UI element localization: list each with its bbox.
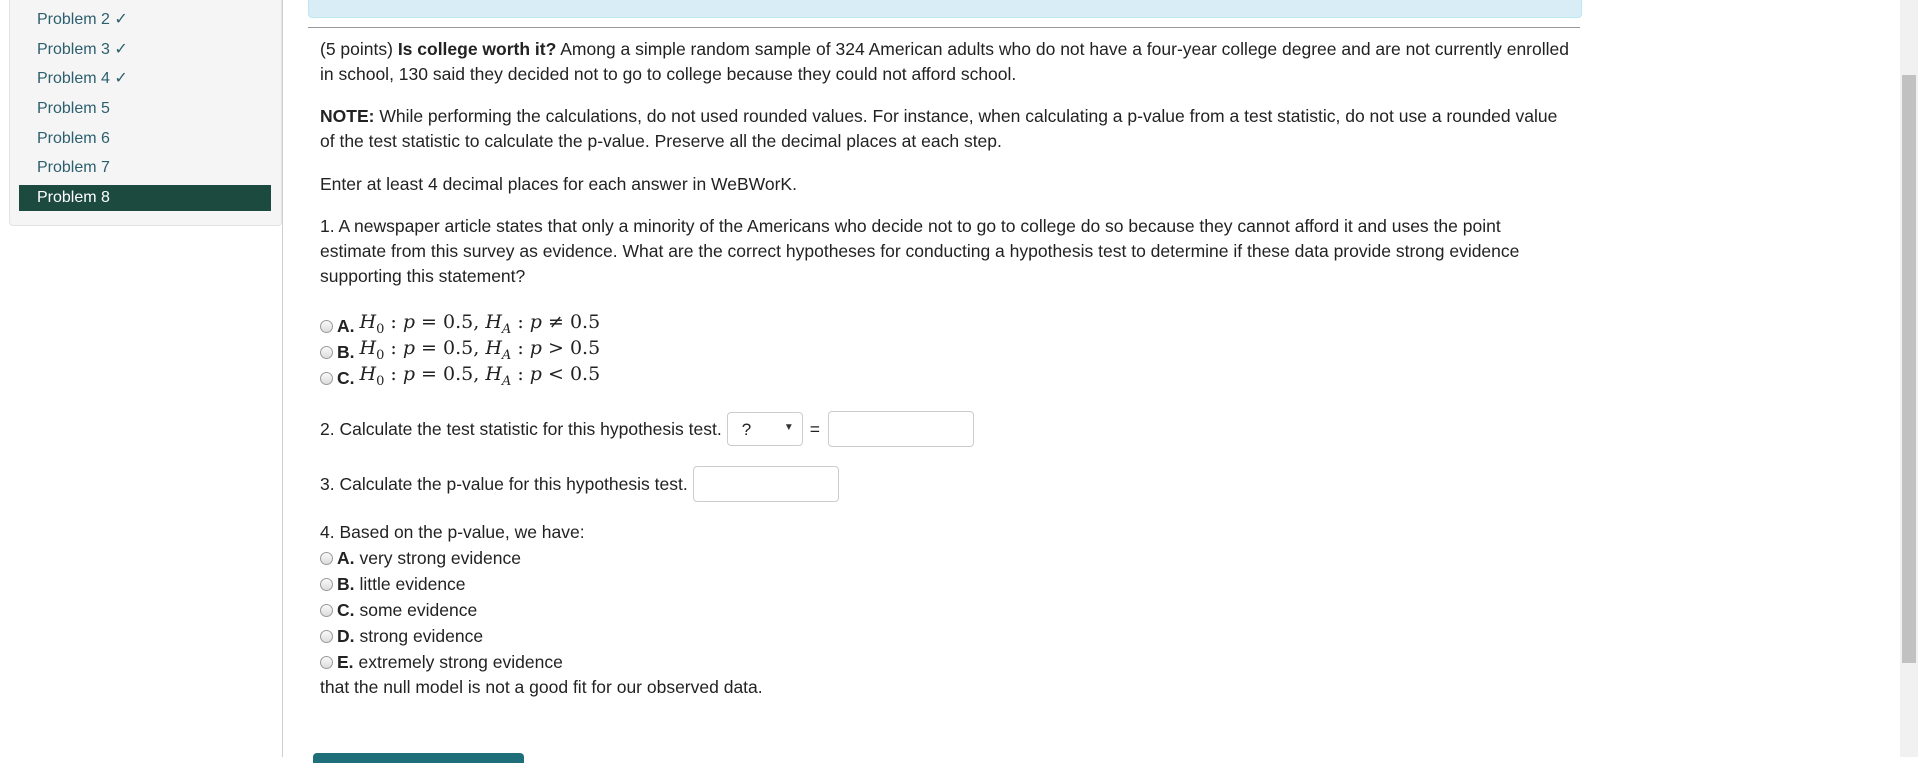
- question-3-row: [320, 466, 839, 502]
- equals-sign: =: [809, 418, 820, 439]
- q4-option-text: little evidence: [359, 574, 466, 594]
- q4-option-d[interactable]: [320, 623, 483, 649]
- scrollbar-thumb[interactable]: [1902, 75, 1916, 663]
- q4-radio-a[interactable]: [320, 552, 333, 565]
- q1-option-c-math: $H_0$ : p = 0.5, $H_A$ : p < 0.5: [359, 363, 601, 389]
- problem-sidebar: [0, 0, 282, 757]
- q4-radio-c[interactable]: [320, 604, 333, 617]
- sidebar-item-problem-5[interactable]: Problem 5: [37, 100, 110, 117]
- problem-title: Is college worth it?: [397, 39, 557, 59]
- problem-intro-text: Among a simple random sample of 324 American adults who do not have a four-year college degree and are not currently enrolled in school, 130 said they decided not to go to college because they could not afford school.: [320, 39, 1569, 84]
- q1-option-letter: A.: [337, 316, 355, 336]
- sidebar-divider: [282, 0, 283, 757]
- question-2-text: 2. Calculate the test statistic for this hypothesis test.: [320, 418, 722, 439]
- caret-down-icon: ▼: [783, 422, 794, 433]
- problem-top-rule: [308, 27, 1580, 28]
- note-label: NOTE:: [320, 106, 375, 126]
- q4-option-b[interactable]: [320, 571, 466, 597]
- q4-option-letter: E.: [337, 652, 354, 672]
- info-alert: [308, 0, 1582, 18]
- question-4-text: 4. Based on the p-value, we have:: [320, 522, 585, 542]
- q1-option-a-math: $H_0$ : p = 0.5, $H_A$ : p ≠ 0.5: [359, 311, 601, 337]
- q4-radio-d[interactable]: [320, 630, 333, 643]
- q1-option-c[interactable]: [320, 365, 600, 391]
- submit-button[interactable]: [313, 753, 524, 763]
- decimal-instruction: Enter at least 4 decimal places for each answer in WeBWorK.: [320, 174, 797, 194]
- q4-option-letter: A.: [337, 548, 355, 568]
- q4-option-text: very strong evidence: [359, 548, 521, 568]
- sidebar-item-problem-2[interactable]: Problem 2 ✓: [37, 11, 128, 28]
- question-4-tail: that the null model is not a good fit for our observed data.: [320, 677, 763, 697]
- q4-option-text: extremely strong evidence: [358, 652, 563, 672]
- question-1-text: 1. A newspaper article states that only a minority of the Americans who decide not to go to college do so because they cannot afford it and uses the point estimate from this survey as evidence. What are the correct hypotheses for conducting a hypothesis test to determine if these data provide strong evidence supporting this statement?: [320, 216, 1520, 286]
- question-3-text: 3. Calculate the p-value for this hypothesis test.: [320, 473, 688, 494]
- q1-option-b-operator: >: [547, 337, 564, 360]
- q1-radio-b[interactable]: [320, 346, 333, 359]
- question-2-row: [320, 411, 974, 447]
- q1-option-c-operator: <: [547, 363, 564, 386]
- q4-option-a[interactable]: [320, 545, 521, 571]
- sidebar-item-problem-4[interactable]: Problem 4 ✓: [37, 70, 128, 87]
- problem-note: [320, 104, 1570, 154]
- q1-option-letter: B.: [337, 342, 355, 362]
- q1-radio-a[interactable]: [320, 320, 333, 333]
- q1-option-b-math: $H_0$ : p = 0.5, $H_A$ : p > 0.5: [359, 337, 601, 363]
- q4-radio-b[interactable]: [320, 578, 333, 591]
- q4-option-letter: B.: [337, 574, 355, 594]
- q4-radio-e[interactable]: [320, 656, 333, 669]
- sidebar-item-problem-7[interactable]: Problem 7: [37, 159, 110, 176]
- p-value-input[interactable]: [693, 466, 839, 502]
- q4-option-c[interactable]: [320, 597, 477, 623]
- problem-intro: [320, 37, 1570, 87]
- q4-option-text: strong evidence: [359, 626, 484, 646]
- sidebar-item-problem-8[interactable]: Problem 8: [19, 185, 271, 211]
- q1-radio-c[interactable]: [320, 372, 333, 385]
- q4-option-text: some evidence: [359, 600, 478, 620]
- sidebar-item-problem-3[interactable]: Problem 3 ✓: [37, 41, 128, 58]
- q1-option-a-operator: ≠: [547, 311, 564, 334]
- q4-option-letter: C.: [337, 600, 355, 620]
- note-text: While performing the calculations, do not used rounded values. For instance, when calculating a p-value from a test statistic, do not use a rounded value of the test statistic to calculate the p-value. Preserve all the decimal places at each step.: [320, 106, 1558, 151]
- sidebar-item-problem-6[interactable]: Problem 6: [37, 130, 110, 147]
- q4-option-e[interactable]: [320, 649, 563, 675]
- test-statistic-input[interactable]: [828, 411, 974, 447]
- problem-points: (5 points): [320, 39, 398, 59]
- statistic-type-value: ?: [741, 420, 752, 439]
- statistic-type-select[interactable]: [727, 412, 803, 446]
- q1-option-letter: C.: [337, 368, 355, 388]
- q4-option-letter: D.: [337, 626, 355, 646]
